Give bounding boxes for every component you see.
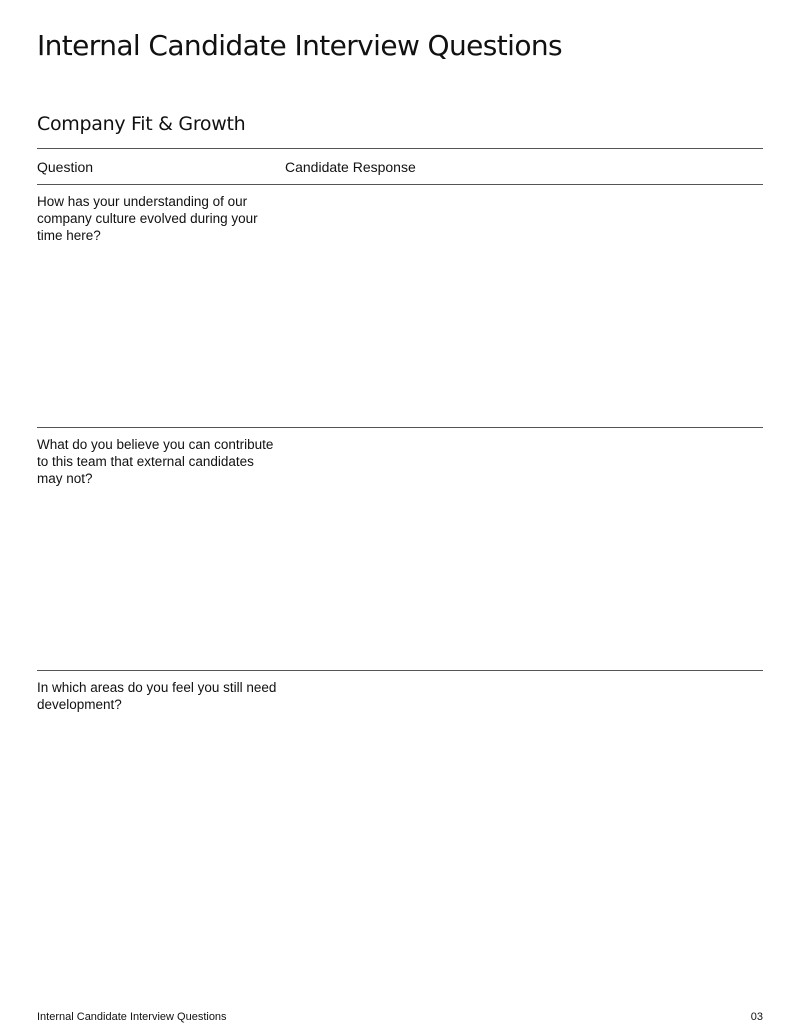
question-text: How has your understanding of our company culture evolved during your time here? [37,194,258,243]
candidate-response-field[interactable] [285,185,763,427]
candidate-response-field[interactable] [285,671,763,914]
table-row [37,185,763,428]
question-text: What do you believe you can contribute to this team that external candidates may not? [37,437,274,486]
page-title: Internal Candidate Interview Questions [37,29,562,62]
section-title: Company Fit & Growth [37,113,246,135]
interview-questions-table [37,148,763,914]
table-row [37,671,763,914]
column-header-candidate-response: Candidate Response [285,158,416,175]
footer-document-title: Internal Candidate Interview Questions [37,1011,227,1023]
question-text: In which areas do you feel you still need development? [37,680,277,712]
footer-page-number: 03 [750,1011,763,1023]
column-header-question: Question [37,158,94,175]
table-header-row [37,148,763,185]
candidate-response-field[interactable] [285,428,763,670]
table-row [37,428,763,671]
